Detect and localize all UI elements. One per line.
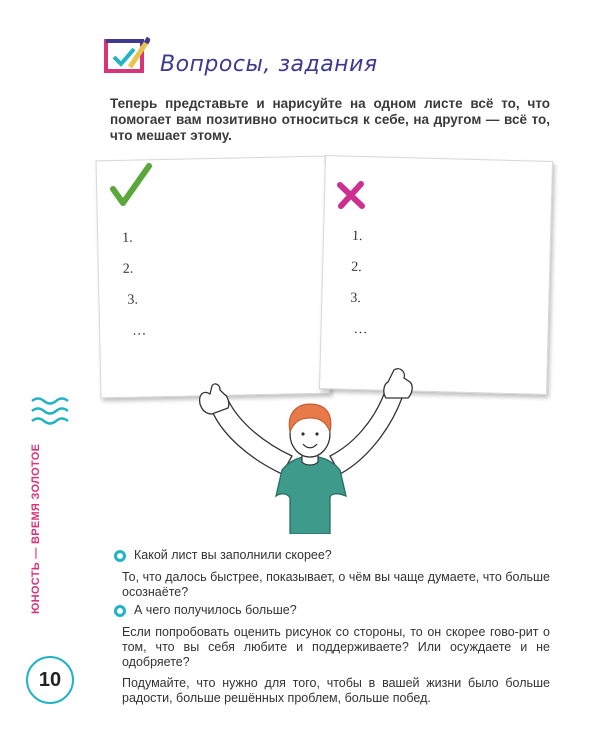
intro-text: Теперь представьте и нарисуйте на одном листе всё то, что помогает вам позитивно относиться к себе, на другом — всё то, что мешает этому. xyxy=(110,96,550,143)
answer-1: То, что далось быстрее, показывает, о чём вы чаще думаете, что больше осознаёте? xyxy=(122,570,550,599)
bullet-icon xyxy=(114,605,126,617)
bullet-icon xyxy=(114,550,126,562)
list-item: … xyxy=(353,321,368,338)
page-number: 10 xyxy=(26,656,74,704)
negative-list xyxy=(349,229,370,353)
list-item: 2. xyxy=(122,261,134,277)
list-item: 3. xyxy=(350,290,362,307)
list-item: 1. xyxy=(122,230,133,246)
page-title: Вопросы, задания xyxy=(160,52,378,77)
check-icon xyxy=(110,163,152,212)
list-item: 1. xyxy=(351,228,363,245)
cross-icon xyxy=(336,180,366,215)
person-illustration xyxy=(190,364,420,539)
list-item: 3. xyxy=(127,292,139,308)
pencil-check-icon xyxy=(104,37,150,75)
closing-text: Подумайте, что нужно для того, чтобы в вашей жизни было больше радости, больше решённых проблем, больше побед. xyxy=(122,676,550,705)
section-title: ЮНОСТЬ — ВРЕМЯ ЗОЛОТОЕ xyxy=(30,443,42,614)
list-item: 2. xyxy=(350,259,362,276)
positive-list xyxy=(122,230,147,354)
answer-2: Если попробовать оценить рисунок со стороны, то он скорее гово-рит о том, что вы себя любите и поддерживаете? Или осуждаете и не одобряете? xyxy=(122,625,550,669)
list-item: … xyxy=(131,323,147,339)
waves-icon xyxy=(30,395,70,434)
